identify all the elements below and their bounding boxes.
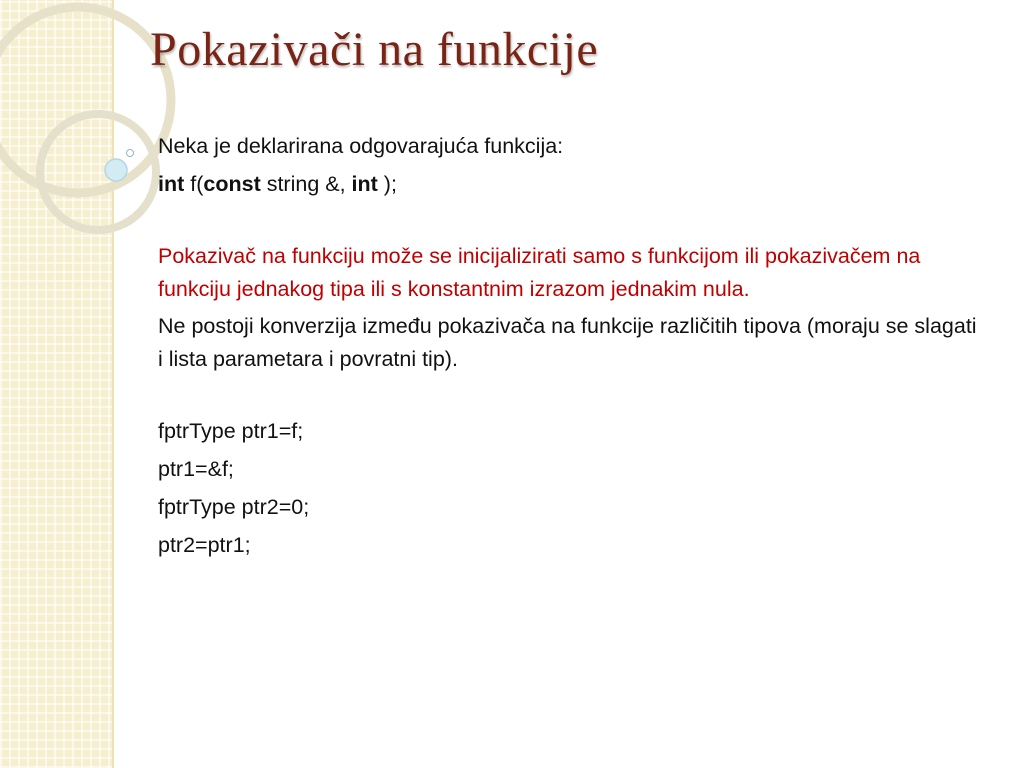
declaration-end: ); xyxy=(377,172,397,196)
parameter-string: string &, xyxy=(260,172,352,196)
function-declaration xyxy=(158,168,978,201)
function-name: f( xyxy=(184,172,204,196)
keyword-const: const xyxy=(203,172,261,196)
bullet-icon xyxy=(126,149,134,157)
intro-text: Neka je deklarirana odgovarajuća funkcija: xyxy=(158,134,564,158)
keyword-int-second: int xyxy=(351,172,378,196)
large-ring xyxy=(0,7,171,193)
code-line: ptr1=&f; xyxy=(158,457,234,481)
conversion-note: Ne postoji konverzija između pokazivača na funkcije različitih tipova (moraju se slagati i lista parametara i povratni tip). xyxy=(158,314,977,371)
slide-title: Pokazivači na funkcije xyxy=(150,23,599,76)
keyword-int: int xyxy=(158,172,185,196)
code-line: fptrType ptr2=0; xyxy=(158,495,310,519)
blue-dot xyxy=(105,159,127,181)
code-line: ptr2=ptr1; xyxy=(158,533,251,557)
code-line: fptrType ptr1=f; xyxy=(158,419,304,443)
initialization-note: Pokazivač na funkciju može se inicijalizirati samo s funkcijom ili pokazivačem na funkciju jednakog tipa ili s konstantnim izrazom jednakim nula. xyxy=(158,244,921,301)
slide-body xyxy=(158,130,978,562)
